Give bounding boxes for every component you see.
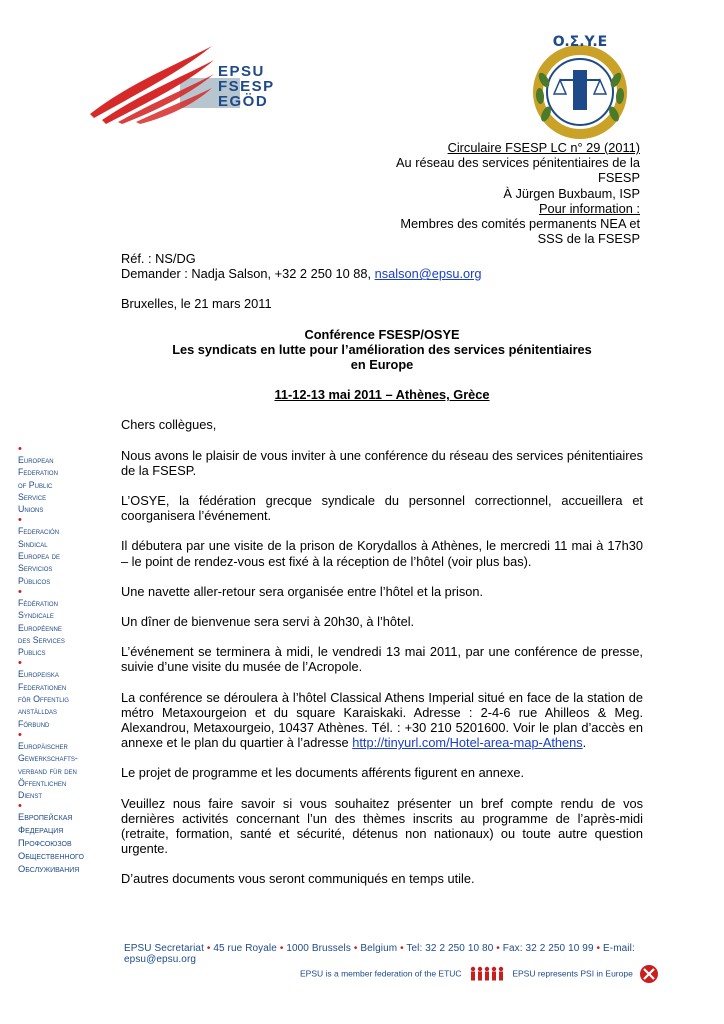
paragraph: L’événement se terminera à midi, le vendredi 13 mai 2011, par une conférence de presse, suivie d’une visite du musée de l’Acropole.: [121, 644, 643, 675]
epsu-logo-text: [218, 64, 308, 109]
title-block: [121, 327, 643, 373]
bullet-icon: •: [18, 800, 22, 813]
greeting: Chers collègues,: [121, 417, 217, 433]
paragraph: L’OSYE, la fédération grecque syndicale du personnel correctionnel, accueillera et coorganisera l’événement.: [121, 493, 643, 524]
osye-logo: [526, 30, 634, 140]
info-label: Pour information :: [538, 200, 640, 216]
separator-icon: •: [206, 943, 211, 954]
info-line: Membres des comités permanents NEA et: [400, 216, 640, 232]
address-block: [340, 140, 640, 246]
paragraph: Veuillez nous faire savoir si vous souhaitez présenter un bref compte rendu de vos dernières activités concernant l’un des thèmes inscrits au programme de l’après-midi (retraite, formation, santé et sécurité, détenus non nationaux) ou toute autre question urgente.: [121, 795, 643, 857]
footer-secretariat: EPSU Secretariat: [124, 943, 204, 954]
sidebar-block-de: [18, 728, 110, 801]
paragraph: Une navette aller-retour sera organisée entre l’hôtel et la prison.: [121, 583, 484, 599]
contact-text: Demander : Nadja Salson, +32 2 250 10 88,: [121, 266, 375, 282]
circular-reference: Circulaire FSESP LC n° 29 (2011): [447, 140, 640, 155]
psi-logo-icon: [639, 964, 659, 984]
sidebar-federation-names: [18, 445, 110, 877]
paragraph: Le projet de programme et les documents afférents figurent en annexe.: [121, 765, 525, 781]
title-line: Conférence FSESP/OSYE: [304, 326, 460, 342]
footer-country: Belgium: [360, 943, 398, 954]
separator-icon: •: [400, 943, 404, 954]
sidebar-block-sv: [18, 659, 110, 729]
recipient-line: À Jürgen Buxbaum, ISP: [503, 185, 640, 201]
recipient-line: FSESP: [598, 170, 640, 186]
recipient-line: Au réseau des services pénitentiaires de la: [396, 155, 640, 171]
bullet-icon: •: [18, 514, 22, 527]
footer-contact: [124, 943, 644, 965]
date-line: Bruxelles, le 21 mars 2011: [121, 296, 272, 312]
separator-icon: •: [496, 943, 500, 954]
bullet-icon: •: [18, 443, 22, 455]
epsu-logo-line: EPSU: [218, 63, 265, 80]
sidebar-block-ru: [18, 802, 110, 876]
paragraph: D’autres documents vous seront communiqués en temps utile.: [121, 871, 475, 887]
paragraph-hotel: [121, 690, 643, 751]
hotel-map-link[interactable]: http://tinyurl.com/Hotel-area-map-Athens: [352, 735, 583, 751]
epsu-logo-line: FSESP: [218, 78, 275, 95]
footer-email: E-mail: epsu@epsu.org: [124, 943, 635, 965]
contact-line: [121, 266, 643, 281]
epsu-logo-line: EGÖD: [218, 93, 269, 110]
federation-name-es: Federación Sindical Europea de Servicios Públicos: [18, 526, 60, 586]
hotel-text: La conférence se déroulera à l’hôtel Classical Athens Imperial situé en face de la station de métro Metaxourgeion et du square Karaiskaki. Adresse : 2-4-6 rue Ahilleos & Meg. Alexandrou, Metaxourgeio, 10437 Athènes. Tél. : +30 210 5201600. Voir le plan d’accès en annexe et le plan du quartier à l’adresse: [121, 689, 643, 751]
sidebar-block-en: [18, 445, 110, 515]
contact-email-link[interactable]: nsalson@epsu.org: [374, 266, 482, 282]
hotel-text-end: .: [582, 735, 587, 751]
bullet-icon: •: [18, 657, 22, 670]
osye-logo-text: O.Σ.Y.E: [552, 34, 608, 50]
event-dates: 11-12-13 mai 2011 – Athènes, Grèce: [274, 387, 490, 403]
separator-icon: •: [596, 943, 601, 954]
footer-city: 1000 Brussels: [286, 943, 351, 954]
psi-text: EPSU represents PSI in Europe: [512, 968, 633, 979]
bullet-icon: •: [18, 728, 22, 741]
etuc-logo-icon: [469, 965, 505, 983]
footer-tel: Tel: 32 2 250 10 80: [406, 943, 494, 954]
reference-line: Réf. : NS/DG: [121, 251, 196, 266]
paragraph: Il débutera par une visite de la prison de Korydallos à Athènes, le mercredi 11 mai à 17h30 – le point de rendez-vous est fixé à la réception de l’hôtel (voir plus bas).: [121, 538, 643, 569]
federation-name-fr: Fédération Syndicale Européenne des Services Publics: [18, 597, 65, 658]
footer-fax: Fax: 32 2 250 10 99: [502, 943, 594, 954]
federation-name-de: Europäischer Gewerkschafts- verband für den Öffentlichen Dienst: [18, 740, 78, 801]
sidebar-block-es: [18, 516, 110, 586]
bullet-icon: •: [18, 585, 22, 598]
federation-name-en: European Federation of Public Service Unions: [18, 455, 58, 515]
paragraph: Nous avons le plaisir de vous inviter à une conférence du réseau des services pénitentiaires de la FSESP.: [121, 447, 643, 478]
sidebar-block-fr: [18, 585, 110, 658]
federation-name-sv: Europeiska Federationen för Offentlig anställdas Förbund: [18, 669, 69, 729]
etuc-member-text: EPSU is a member federation of the ETUC: [300, 968, 462, 979]
footer-membership: [300, 964, 680, 984]
separator-icon: •: [353, 943, 358, 954]
separator-icon: •: [279, 943, 284, 954]
federation-name-ru: Европейская Федерация Профсоюзов Общественного Обслуживания: [18, 812, 84, 875]
paragraph: Un dîner de bienvenue sera servi à 20h30, à l’hôtel.: [121, 614, 415, 630]
footer-address: 45 rue Royale: [213, 943, 277, 954]
title-line: Les syndicats en lutte pour l’amélioration des services pénitentiaires: [172, 341, 592, 357]
info-line: SSS de la FSESP: [537, 231, 640, 247]
title-line: en Europe: [350, 357, 414, 373]
letter-body: [121, 251, 643, 887]
